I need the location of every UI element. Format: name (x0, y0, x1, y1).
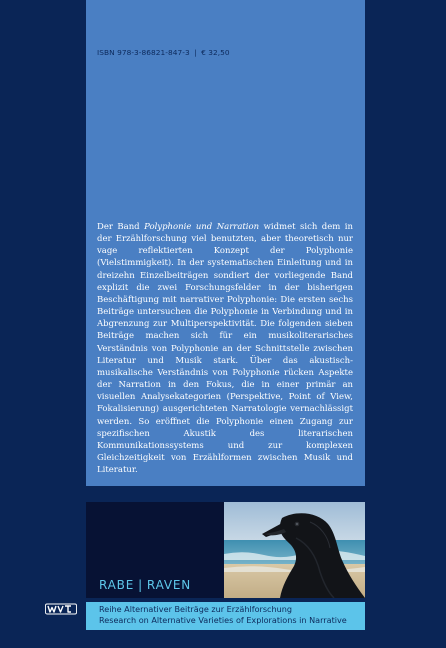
series-title-divider: | (138, 578, 143, 592)
isbn-price-line (97, 48, 230, 57)
series-banner (86, 502, 365, 630)
back-cover-panel (86, 0, 365, 486)
series-name-de: RABE (99, 578, 135, 592)
series-name-en: RAVEN (146, 578, 191, 592)
publisher-logo (45, 601, 77, 617)
raven-photo (224, 502, 365, 598)
book-price: € 32,50 (201, 48, 230, 57)
isbn-separator: | (194, 48, 197, 57)
series-dark-block (86, 502, 224, 598)
wvt-logo-icon (45, 601, 77, 617)
series-subtitle-band (86, 602, 365, 630)
series-title (99, 578, 191, 592)
isbn-number: ISBN 978-3-86821-847-3 (97, 48, 190, 57)
series-subtitle-de: Reihe Alternativer Beiträge zur Erzählforschung (99, 604, 293, 614)
raven-illustration (224, 502, 365, 598)
blurb-lead: Der Band (97, 222, 145, 232)
blurb-body: widmet sich dem in der Erzählforschung viel benutzten, aber theoretisch nur vage reflektierten Konzept der Polyphonie (Vielstimmigkeit). In der systematischen Einleitung und in dreizehn Einzelbeiträgen sondiert der vorliegende Band explizit die zwei Forschungsfelder in der bisherigen Beschäftigung mit narrativer Polyphonie: Die ersten sechs Beiträge untersuchen die Polyphonie in Verbindung und in Abgrenzung zur Multiperspektivität. Die folgenden sieben Beiträge machen sich für ein musikoliterarisches Verständnis von Polyphonie an der Schnittstelle zwischen Literatur und Musik stark. Über das akustisch-musikalische Verständnis von Polyphonie rücken Aspekte der Narration in den Fokus, die in einer primär an visuellen Analysekategorien (Perspektive, Point of View, Fokalisierung) ausgerichteten Narratologie vernachlässigt werden. So eröffnet die Polyphonie einen Zugang zur spezifischen Akustik des literarischen Kommunikationssystems und zur komplexen Gleichzeitigkeit von Erzählformen zwischen Musik und Literatur. (97, 222, 353, 476)
book-blurb (97, 221, 353, 476)
blurb-book-title: Polyphonie und Narration (144, 222, 260, 232)
series-subtitle-en: Research on Alternative Varieties of Explorations in Narrative (99, 615, 347, 625)
